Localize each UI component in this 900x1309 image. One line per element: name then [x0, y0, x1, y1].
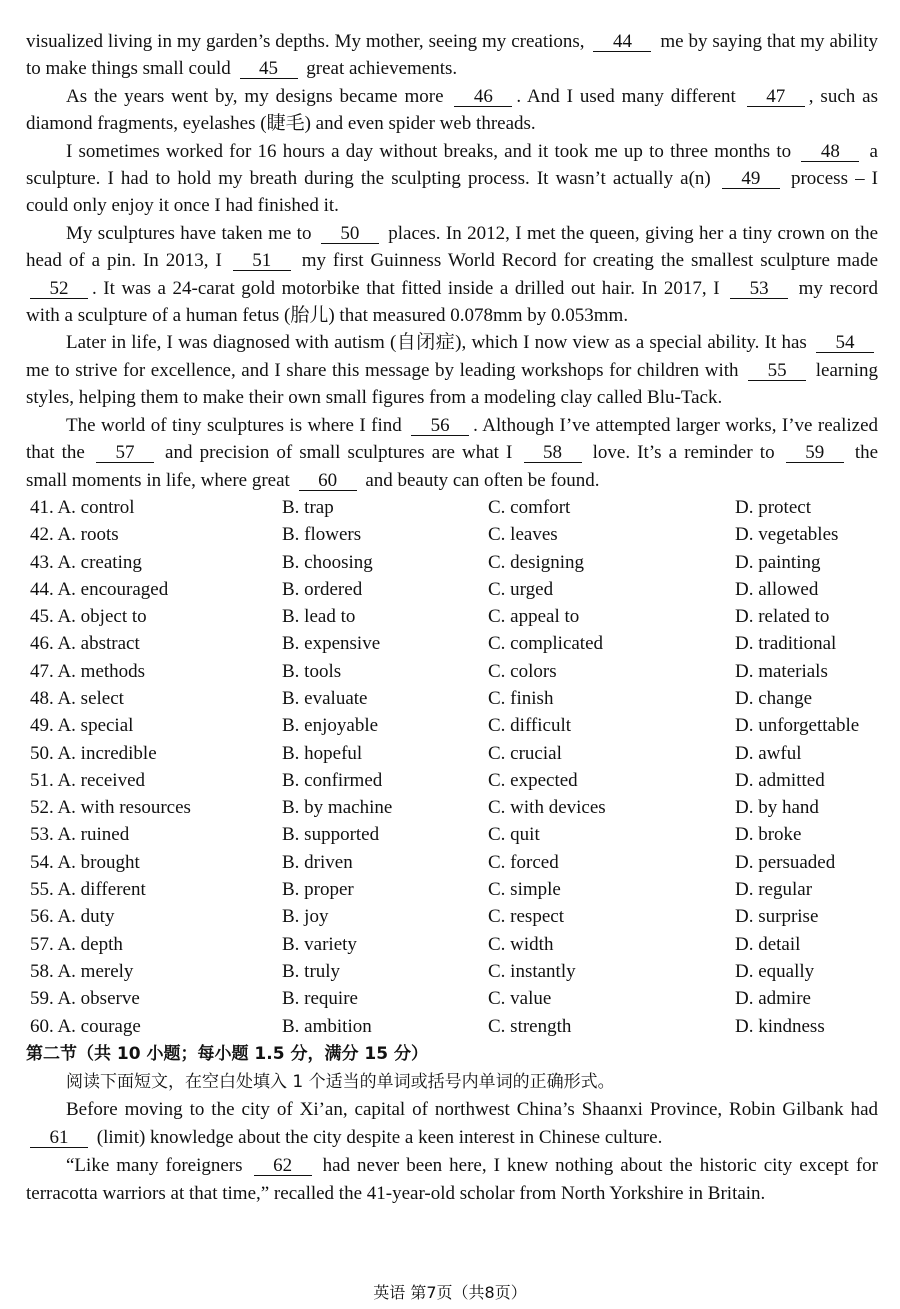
- question-number: 58.: [30, 960, 54, 982]
- option-b: B. ambition: [282, 1015, 372, 1037]
- option-row: [26, 958, 878, 985]
- option-c: C. urged: [488, 578, 554, 600]
- option-a-text: A. duty: [57, 906, 115, 928]
- question-number: 43.: [30, 551, 54, 573]
- blank-57: 57: [96, 444, 154, 463]
- option-row: [26, 821, 878, 848]
- blank-53: 53: [730, 280, 788, 299]
- option-a: [26, 630, 282, 657]
- option-row: [26, 521, 878, 548]
- passage-paragraph: [26, 329, 878, 411]
- option-a-text: A. depth: [57, 933, 123, 955]
- option-a: [26, 931, 282, 958]
- option-b: B. ordered: [282, 578, 363, 600]
- passage-text: The world of tiny sculptures is where I find: [66, 414, 408, 436]
- section-2-instruction: 阅读下面短文，在空白处填入 1 个适当的单词或括号内单词的正确形式。: [66, 1071, 615, 1092]
- option-d: D. kindness: [735, 1015, 825, 1037]
- option-a: [26, 821, 282, 848]
- option-a: [26, 712, 282, 739]
- option-a: [26, 903, 282, 930]
- passage-text: (limit) knowledge about the city despite a keen interest in Chinese culture.: [92, 1126, 663, 1148]
- option-d: D. surprise: [735, 906, 819, 928]
- option-a: [26, 985, 282, 1012]
- option-a-text: A. received: [57, 769, 146, 791]
- option-b: B. evaluate: [282, 687, 368, 709]
- option-a: [26, 767, 282, 794]
- question-number: 59.: [30, 988, 54, 1010]
- option-row: [26, 931, 878, 958]
- option-c: C. designing: [488, 551, 585, 573]
- option-d: D. related to: [735, 606, 830, 628]
- option-b: B. proper: [282, 879, 354, 901]
- option-c: C. width: [488, 933, 554, 955]
- passage-paragraph: [26, 138, 878, 220]
- option-a-text: A. abstract: [57, 633, 140, 655]
- option-a-text: A. with resources: [57, 797, 191, 819]
- option-a: [26, 658, 282, 685]
- option-a-text: A. object to: [57, 606, 147, 628]
- question-number: 45.: [30, 606, 54, 628]
- blank-58: 58: [524, 444, 582, 463]
- cloze-passage: [26, 28, 878, 494]
- passage-text: . Although I’ve attempted larger works, I’ve realized that the: [26, 414, 879, 464]
- option-a-text: A. different: [57, 879, 146, 901]
- passage-text: As the years went by, my designs became more: [66, 85, 451, 107]
- blank-62: 62: [254, 1157, 312, 1176]
- page-footer: 英语 第7页（共8页）: [373, 1283, 527, 1302]
- blank-47: 47: [747, 88, 805, 107]
- question-number: 52.: [30, 797, 54, 819]
- passage-text: my record with a sculpture of a human fetus (胎儿) that measured 0.078mm by 0.053mm.: [26, 277, 878, 327]
- passage-text: learning styles, helping them to make their own small figures from a modeling clay called Blu-Tack.: [26, 359, 878, 409]
- passage-text: . It was a 24-carat gold motorbike that fitted inside a drilled out hair. In 2017, I: [92, 277, 727, 299]
- option-c: C. expected: [488, 769, 578, 791]
- option-a-text: A. brought: [57, 851, 140, 873]
- question-number: 49.: [30, 715, 54, 737]
- option-a-text: A. creating: [57, 551, 142, 573]
- option-row: [26, 985, 878, 1012]
- option-row: [26, 494, 878, 521]
- blank-59: 59: [786, 444, 844, 463]
- passage-text: “Like many foreigners: [66, 1154, 250, 1176]
- question-number: 44.: [30, 578, 54, 600]
- question-number: 53.: [30, 824, 54, 846]
- passage-text: had never been here, I knew nothing about the historic city except for terracotta warriors at that time,” recalled the 41-year-old scholar from North Yorkshire in Britain.: [26, 1154, 878, 1204]
- option-d: D. change: [735, 687, 813, 709]
- option-c: C. instantly: [488, 960, 576, 982]
- option-c: C. appeal to: [488, 606, 580, 628]
- option-a: [26, 549, 282, 576]
- option-b: B. trap: [282, 496, 334, 518]
- option-c: C. finish: [488, 687, 554, 709]
- option-row: [26, 794, 878, 821]
- option-a-text: A. control: [57, 496, 135, 518]
- option-b: B. confirmed: [282, 769, 383, 791]
- question-number: 42.: [30, 524, 54, 546]
- blank-48: 48: [801, 143, 859, 162]
- blank-50: 50: [321, 225, 379, 244]
- option-row: [26, 630, 878, 657]
- passage-text: Later in life, I was diagnosed with autism (自闭症), which I now view as a special ability. It has: [66, 332, 812, 354]
- passage-paragraph: [26, 220, 878, 330]
- question-number: 47.: [30, 660, 54, 682]
- grammar-paragraph: [26, 1152, 878, 1208]
- option-d: D. broke: [735, 824, 802, 846]
- blank-46: 46: [454, 88, 512, 107]
- option-d: D. protect: [735, 496, 811, 518]
- passage-paragraph: [26, 83, 878, 138]
- option-c: C. complicated: [488, 633, 604, 655]
- option-c: C. difficult: [488, 715, 572, 737]
- option-b: B. joy: [282, 906, 329, 928]
- question-number: 46.: [30, 633, 54, 655]
- passage-text: me by saying that my ability to make things small could: [26, 31, 878, 80]
- passage-paragraph: [26, 28, 878, 83]
- passage-text: my first Guinness World Record for creating the smallest sculpture made: [294, 250, 879, 272]
- option-b: B. enjoyable: [282, 715, 379, 737]
- passage-text: places. In 2012, I met the queen, giving her a tiny crown on the head of a pin. In 2013, I: [26, 222, 878, 272]
- option-row: [26, 603, 878, 630]
- option-a-text: A. ruined: [57, 824, 130, 846]
- passage-text: me to strive for excellence, and I share this message by leading workshops for children with: [26, 359, 745, 381]
- blank-44: 44: [593, 33, 651, 52]
- option-d: D. equally: [735, 960, 815, 982]
- option-row: [26, 685, 878, 712]
- passage-text: the small moments in life, where great: [26, 442, 879, 491]
- option-row: [26, 876, 878, 903]
- question-number: 54.: [30, 851, 54, 873]
- option-a: [26, 1013, 282, 1040]
- option-c: C. respect: [488, 906, 564, 928]
- option-d: D. vegetables: [735, 524, 839, 546]
- option-a-text: A. observe: [57, 988, 140, 1010]
- option-b: B. driven: [282, 851, 353, 873]
- option-c: C. simple: [488, 879, 561, 901]
- option-d: D. materials: [735, 660, 828, 682]
- question-number: 60.: [30, 1015, 54, 1037]
- passage-text: and beauty can often be found.: [360, 469, 600, 491]
- option-a: [26, 794, 282, 821]
- grammar-fill-passage: [26, 1096, 878, 1208]
- question-number: 57.: [30, 933, 54, 955]
- option-b: B. lead to: [282, 606, 356, 628]
- option-d: D. awful: [735, 742, 802, 764]
- grammar-paragraph: [26, 1096, 878, 1152]
- option-c: C. with devices: [488, 797, 606, 819]
- option-b: B. choosing: [282, 551, 373, 573]
- option-a-text: A. courage: [57, 1015, 141, 1037]
- option-c: C. comfort: [488, 496, 571, 518]
- option-d: D. by hand: [735, 797, 819, 819]
- option-b: B. hopeful: [282, 742, 363, 764]
- option-a-text: A. encouraged: [57, 578, 169, 600]
- option-row: [26, 576, 878, 603]
- option-d: D. detail: [735, 933, 801, 955]
- section-2-heading: 第二节（共 10 小题；每小题 1.5 分，满分 15 分）: [26, 1043, 428, 1064]
- option-row: [26, 740, 878, 767]
- option-row: [26, 549, 878, 576]
- passage-text: , such as diamond fragments, eyelashes (睫毛) and even spider web threads.: [26, 85, 878, 135]
- option-b: B. by machine: [282, 797, 393, 819]
- blank-55: 55: [748, 362, 806, 381]
- option-d: D. allowed: [735, 578, 819, 600]
- cloze-options: [26, 494, 878, 1040]
- question-number: 51.: [30, 769, 54, 791]
- option-b: B. truly: [282, 960, 341, 982]
- option-d: D. admire: [735, 988, 811, 1010]
- option-d: D. regular: [735, 879, 813, 901]
- blank-56: 56: [411, 417, 469, 436]
- option-d: D. admitted: [735, 769, 825, 791]
- option-b: B. expensive: [282, 633, 381, 655]
- option-a-text: A. incredible: [57, 742, 157, 764]
- question-number: 56.: [30, 906, 54, 928]
- option-c: C. forced: [488, 851, 559, 873]
- blank-60: 60: [299, 472, 357, 491]
- option-a-text: A. methods: [57, 660, 146, 682]
- option-row: [26, 903, 878, 930]
- passage-paragraph: [26, 412, 878, 494]
- option-row: [26, 712, 878, 739]
- option-row: [26, 658, 878, 685]
- option-a: [26, 958, 282, 985]
- option-a: [26, 576, 282, 603]
- option-b: B. supported: [282, 824, 380, 846]
- passage-text: My sculptures have taken me to: [66, 222, 317, 244]
- blank-54: 54: [816, 334, 874, 353]
- blank-45: 45: [240, 60, 298, 79]
- option-a: [26, 494, 282, 521]
- option-c: C. leaves: [488, 524, 558, 546]
- passage-text: and precision of small sculptures are what I: [157, 442, 520, 464]
- question-number: 55.: [30, 879, 54, 901]
- option-d: D. unforgettable: [735, 715, 860, 737]
- option-d: D. painting: [735, 551, 821, 573]
- option-a: [26, 685, 282, 712]
- passage-text: visualized living in my garden’s depths. My mother, seeing my creations,: [26, 31, 590, 52]
- option-a: [26, 876, 282, 903]
- option-a: [26, 740, 282, 767]
- option-d: D. traditional: [735, 633, 837, 655]
- option-c: C. value: [488, 988, 552, 1010]
- passage-text: great achievements.: [301, 58, 458, 80]
- exam-page: [26, 28, 878, 1208]
- option-a-text: A. select: [57, 687, 124, 709]
- question-number: 41.: [30, 496, 54, 518]
- blank-61: 61: [30, 1129, 88, 1148]
- option-b: B. require: [282, 988, 358, 1010]
- blank-49: 49: [722, 170, 780, 189]
- option-row: [26, 767, 878, 794]
- passage-text: love. It’s a reminder to: [585, 442, 782, 464]
- question-number: 50.: [30, 742, 54, 764]
- option-a: [26, 849, 282, 876]
- option-a: [26, 521, 282, 548]
- passage-text: a sculpture. I had to hold my breath during the sculpting process. It wasn’t actually a(n): [26, 140, 878, 190]
- option-a-text: A. special: [57, 715, 134, 737]
- option-a-text: A. merely: [57, 960, 134, 982]
- blank-51: 51: [233, 252, 291, 271]
- option-b: B. flowers: [282, 524, 362, 546]
- option-c: C. crucial: [488, 742, 562, 764]
- option-b: B. variety: [282, 933, 357, 955]
- passage-text: process – I could only enjoy it once I had finished it.: [26, 168, 878, 217]
- blank-52: 52: [30, 280, 88, 299]
- option-b: B. tools: [282, 660, 342, 682]
- option-d: D. persuaded: [735, 851, 836, 873]
- question-number: 48.: [30, 687, 54, 709]
- passage-text: I sometimes worked for 16 hours a day without breaks, and it took me up to three months to: [66, 140, 798, 162]
- option-row: [26, 1013, 878, 1040]
- option-row: [26, 849, 878, 876]
- passage-text: Before moving to the city of Xi’an, capital of northwest China’s Shaanxi Province, Robin Gilbank had: [66, 1098, 878, 1120]
- option-a-text: A. roots: [57, 524, 119, 546]
- option-c: C. quit: [488, 824, 540, 846]
- passage-text: . And I used many different: [516, 85, 743, 107]
- option-c: C. strength: [488, 1015, 572, 1037]
- option-a: [26, 603, 282, 630]
- option-c: C. colors: [488, 660, 557, 682]
